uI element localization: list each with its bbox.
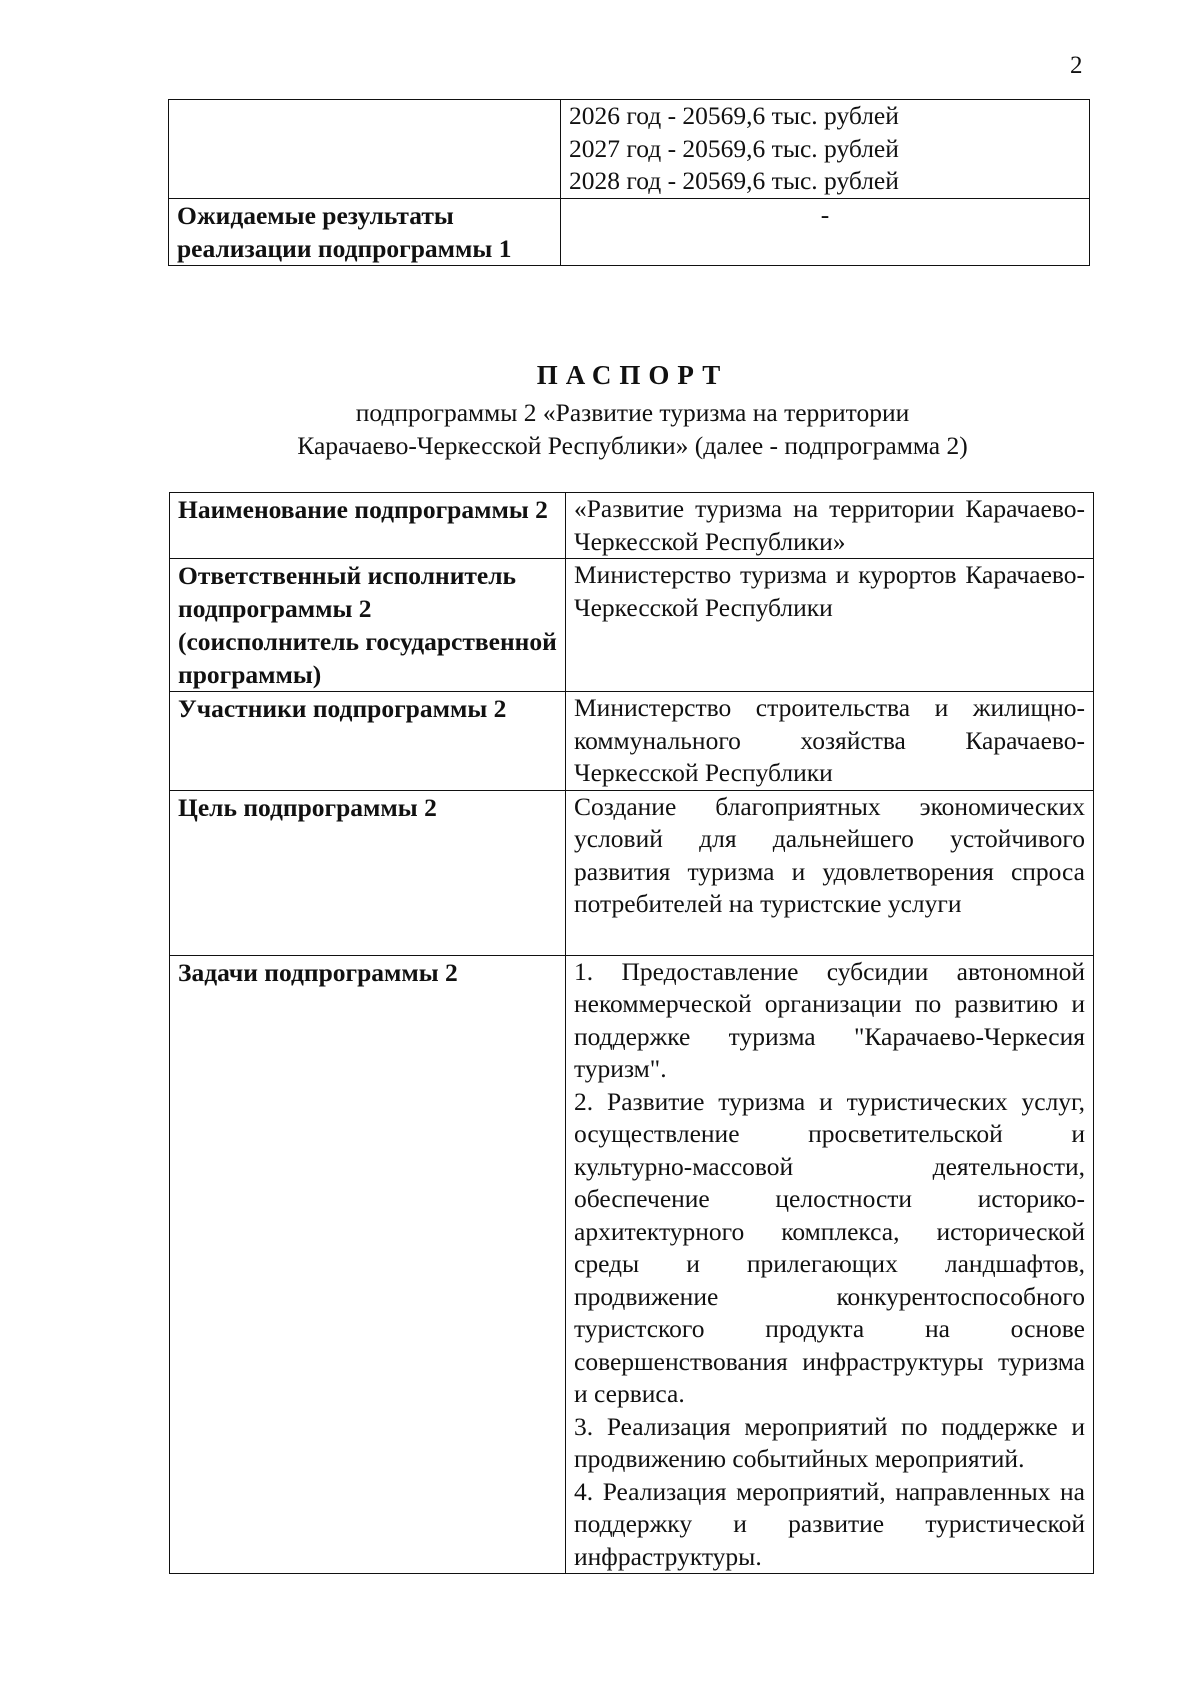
task-item: 3. Реализация мероприятий по поддержке и продвижению событийных мероприятий. — [574, 1411, 1085, 1473]
task-item: 1. Предоставление субсидии автономной некоммерческой организации по развитию и поддержке туризма "Карачаево-Черкесия туризм". — [574, 956, 1085, 1083]
funding-table — [168, 99, 1090, 266]
table-row — [169, 198, 1090, 265]
table-row — [170, 493, 1094, 559]
results-label: Ожидаемые результаты реализации подпрограммы 1 — [169, 198, 561, 265]
row-value: «Развитие туризма на территории Карачаево-Черкесской Республики» — [566, 493, 1094, 559]
passport-table — [169, 492, 1094, 1574]
row-label: Наименование подпрограммы 2 — [170, 493, 566, 559]
row-value: Министерство строительства и жилищно-коммунального хозяйства Карачаево-Черкесской Республики — [566, 692, 1094, 791]
row-label: Участники подпрограммы 2 — [170, 692, 566, 791]
funding-line: 2026 год - 20569,6 тыс. рублей — [569, 101, 899, 130]
table-row — [170, 559, 1094, 692]
row-label: Цель подпрограммы 2 — [170, 790, 566, 955]
table-row — [170, 790, 1094, 955]
row-label: Задачи подпрограммы 2 — [170, 955, 566, 1574]
empty-cell — [169, 100, 561, 199]
funding-cell — [561, 100, 1090, 199]
table-row — [170, 955, 1094, 1574]
results-value: - — [561, 198, 1090, 265]
table-row — [170, 692, 1094, 791]
passport-subtitle: подпрограммы 2 «Развитие туризма на территории — [355, 398, 910, 427]
row-value: Министерство туризма и курортов Карачаево-Черкесской Республики — [566, 559, 1094, 692]
row-label: Ответственный исполнитель подпрограммы 2 (соисполнитель государственной программы) — [170, 559, 566, 692]
passport-heading: ПАСПОРТ — [536, 360, 729, 390]
table-row — [169, 100, 1090, 199]
task-item: 4. Реализация мероприятий, направленных на поддержку и развитие туристической инфраструктуры. — [574, 1476, 1085, 1571]
task-item: 2. Развитие туризма и туристических услуг, осуществление просветительской и культурно-массовой деятельности, обеспечение целостности историко-архитектурного комплекса, исторической среды и прилегающих ландшафтов, продвижение конкурентоспособного туристского продукта на основе совершенствования инфраструктуры туризма и сервиса. — [574, 1086, 1085, 1408]
passport-subtitle: Карачаево-Черкесской Республики» (далее - подпрограмма 2) — [297, 431, 968, 460]
tasks-cell — [566, 955, 1094, 1574]
page-number: 2 — [1070, 52, 1083, 79]
funding-line: 2028 год - 20569,6 тыс. рублей — [569, 166, 899, 195]
row-value: Создание благоприятных экономических условий для дальнейшего устойчивого развития туризма и удовлетворения спроса потребителей на туристские услуги — [566, 790, 1094, 955]
funding-line: 2027 год - 20569,6 тыс. рублей — [569, 133, 899, 163]
